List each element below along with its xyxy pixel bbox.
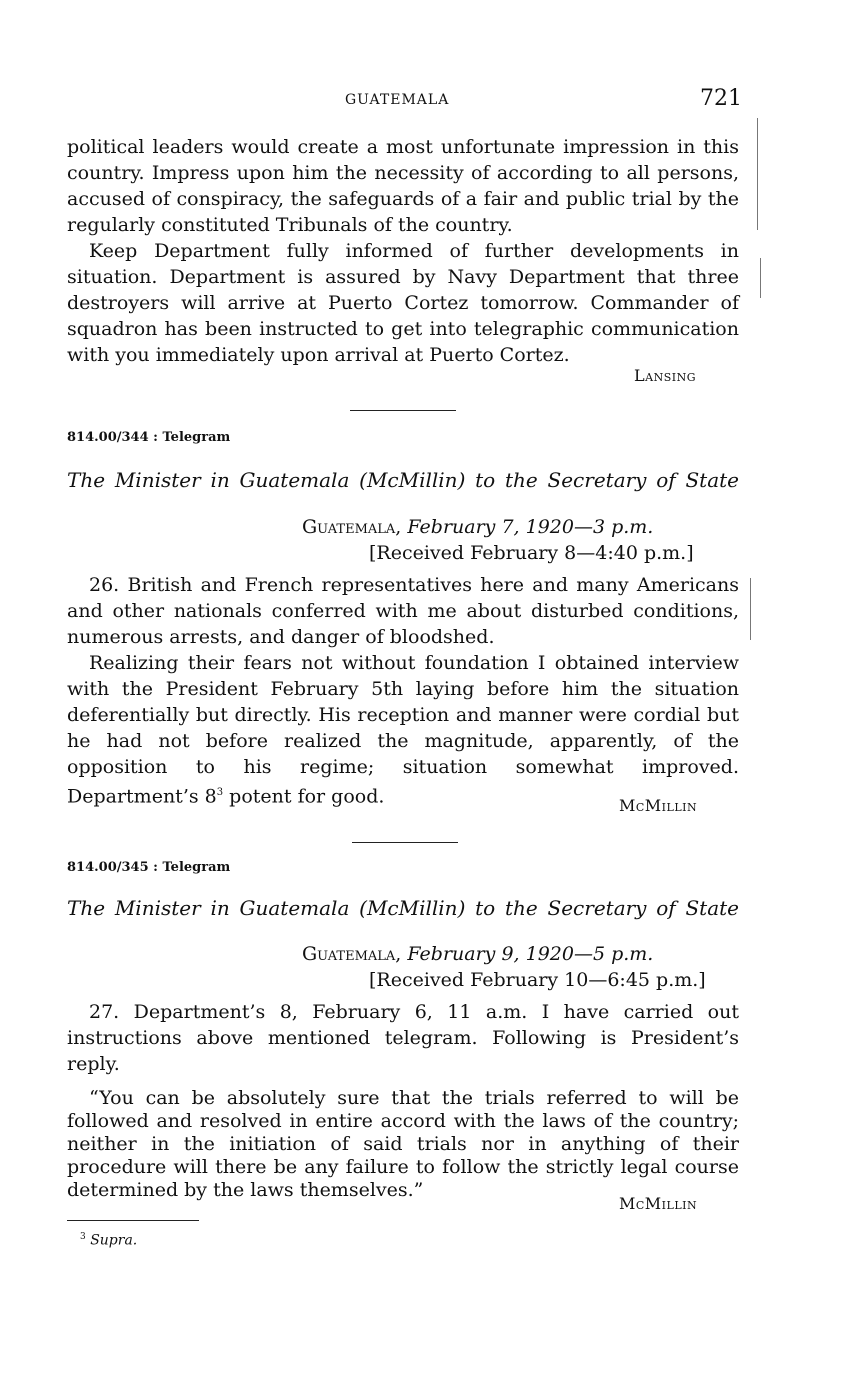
paragraph: Keep Department fully informed of further developments in situation. Department is assured by Navy Department that three destroyers will arrive at Puerto Cortez tomorrow. Commander of squadron has been instructed to get into telegraphic communication with you immediately upon arrival at Puerto Cortez.: [67, 240, 739, 366]
telegram-body: [67, 999, 739, 1077]
margin-mark: [760, 258, 761, 298]
dateline-time: February 7, 1920—3 p.m.: [407, 516, 654, 538]
section-divider: [350, 410, 456, 411]
running-header: GUATEMALA: [345, 92, 450, 108]
paragraph: 26. British and French representatives here and many Americans and other nationals conferred with me about disturbed conditions, numerous arrests, and danger of bloodshed.: [67, 574, 739, 648]
section-divider: [352, 842, 458, 843]
footnote-mark: 3: [80, 1232, 86, 1242]
document-title: The Minister in Guatemala (McMillin) to the Secretary of State: [67, 896, 739, 920]
signature: McMillin: [619, 1194, 698, 1213]
signature: McMillin: [619, 796, 698, 815]
margin-mark: [757, 118, 758, 230]
paragraph: political leaders would create a most unfortunate impression in this country. Impress upon him the necessity of according to all persons, accused of conspiracy, the safeguards of a fair and public trial by the regularly constituted Tribunals of the country.: [67, 136, 739, 236]
footnote-text: Supra.: [90, 1232, 138, 1249]
quoted-reply: [67, 1087, 739, 1202]
signature: Lansing: [634, 366, 696, 385]
quote-text: “You can be absolutely sure that the trials referred to will be followed and resolved in entire accord with the laws of the country; neither in the initiation of said trials nor in anything of their procedure will there be any failure to follow the strictly legal course determined by the laws themselves.”: [67, 1087, 739, 1201]
footnote: [80, 1232, 137, 1249]
received-line: [Received February 8—4:40 p.m.]: [369, 542, 694, 564]
margin-mark: [750, 578, 751, 640]
telegram-body: [67, 572, 739, 809]
footnote-ref: 3: [216, 787, 224, 798]
dateline: [302, 516, 653, 538]
footnote-divider: [67, 1220, 199, 1221]
received-line: [Received February 10—6:45 p.m.]: [369, 969, 706, 991]
dateline-place: Guatemala,: [302, 516, 402, 538]
paragraph: [67, 650, 739, 809]
paragraph-text: Realizing their fears not without foundation I obtained interview with the President February 5th laying before him the situation deferentially but directly. His reception and manner were cordial but he had not before realized the magnitude, apparently, of the opposition to his regime; situation somewhat improved. Department’s 8: [67, 652, 739, 808]
dateline-time: February 9, 1920—5 p.m.: [407, 943, 654, 965]
file-number: 814.00/344 : Telegram: [67, 430, 231, 445]
dateline-place: Guatemala,: [302, 943, 402, 965]
paragraph-text: potent for good.: [229, 785, 385, 808]
file-number: 814.00/345 : Telegram: [67, 860, 231, 875]
page-number: 721: [700, 86, 742, 111]
paragraph: 27. Department’s 8, February 6, 11 a.m. I have carried out instructions above mentioned telegram. Following is President’s reply.: [67, 1001, 739, 1075]
dateline: [302, 943, 653, 965]
continued-text: [67, 134, 739, 368]
document-title: The Minister in Guatemala (McMillin) to the Secretary of State: [67, 468, 739, 492]
